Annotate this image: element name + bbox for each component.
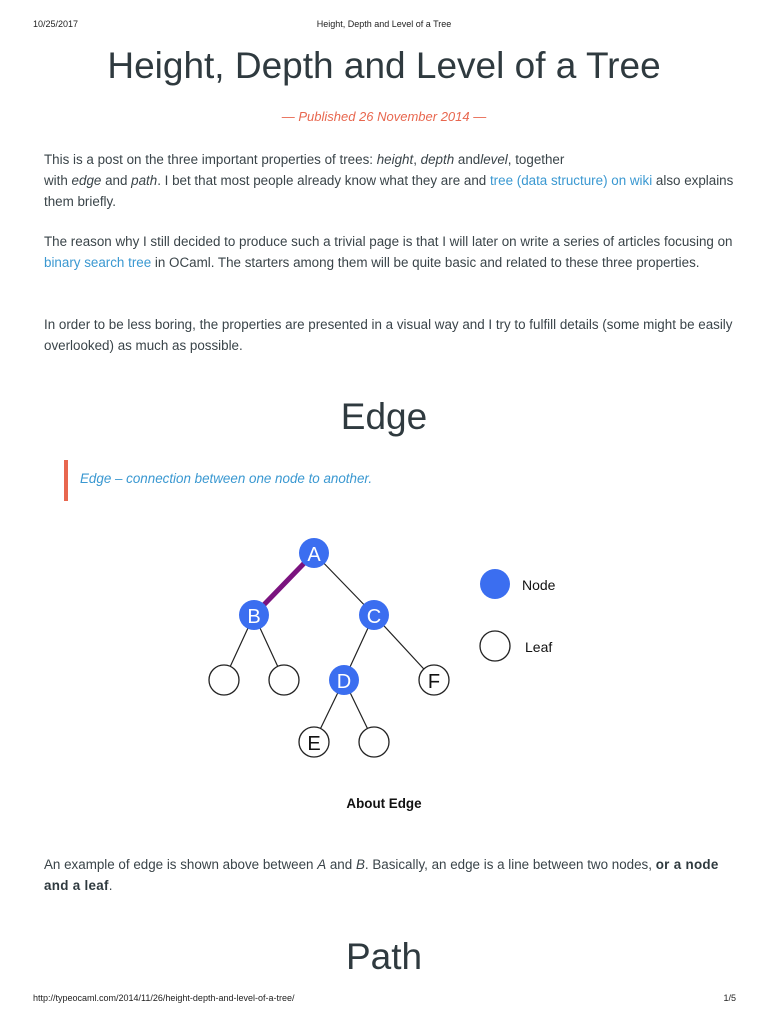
legend-node-swatch [480, 569, 510, 599]
tree-edges [224, 553, 434, 742]
reason-paragraph: The reason why I still decided to produce such a trivial page is that I will later on write a series of articles focusing on binary search tree in OCaml. The starters among them will be quite basic and related to these three properties. [44, 234, 733, 270]
edge-emphasis: or a node and a leaf [44, 857, 719, 893]
legend-leaf-label: Leaf [525, 639, 553, 655]
term-level: level [480, 152, 508, 167]
bst-link[interactable]: binary search tree [44, 254, 152, 270]
edge-definition: Edge – connection between one node to another. [80, 471, 373, 486]
node-b-label: B [247, 606, 261, 628]
print-title: Height, Depth and Level of a Tree [316, 19, 452, 29]
intro-paragraph: This is a post on the three important properties of trees: height, depth andlevel, together with edge and path. I bet that most people already know what they are and tree (data structure) on wiki also explains them briefly. [44, 152, 734, 209]
term-path: path [131, 172, 158, 188]
edge-example-paragraph: An example of edge is shown above between A and B. Basically, an edge is a line between two nodes, or a node and a leaf. [44, 857, 719, 893]
term-depth: depth [420, 152, 455, 167]
leaf-1 [209, 665, 239, 695]
leaf-f-label: F [427, 671, 441, 693]
print-footer [0, 993, 768, 1007]
wiki-tree-link[interactable]: tree (data structure) on wiki [489, 172, 653, 188]
legend-leaf-swatch [480, 631, 510, 661]
leaf-e [299, 727, 329, 757]
tree-diagram [190, 525, 580, 785]
published-date: — Published 26 November 2014 — [281, 109, 487, 124]
node-b [239, 600, 269, 630]
print-header [0, 19, 768, 33]
term-edge: edge [71, 172, 102, 188]
print-date: 10/25/2017 [33, 19, 79, 29]
node-c [359, 600, 389, 630]
node-a [299, 538, 329, 568]
node-d [329, 665, 359, 695]
node-a-label: A [307, 544, 321, 566]
legend [480, 569, 556, 661]
leaf-2 [269, 665, 299, 695]
edge-heading: Edge [340, 396, 428, 437]
term-height: height [376, 152, 414, 167]
boring-paragraph: In order to be less boring, the properties are presented in a visual way and I try to fulfill details (some might be easily overlooked) as much as possible. [44, 317, 733, 353]
node-d-label: D [336, 671, 352, 693]
page-title: Height, Depth and Level of a Tree [107, 45, 661, 86]
path-heading: Path [345, 936, 423, 977]
leaf-f [419, 665, 449, 695]
page-number: 1/5 [723, 993, 736, 1003]
diagram-caption: About Edge [346, 796, 422, 811]
leaf-e-label: E [307, 733, 321, 755]
legend-node-label: Node [522, 577, 556, 593]
edge-blockquote [64, 460, 668, 501]
node-c-label: C [366, 606, 382, 628]
page-url: http://typeocaml.com/2014/11/26/height-depth-and-level-of-a-tree/ [33, 993, 295, 1003]
leaf-3 [359, 727, 389, 757]
